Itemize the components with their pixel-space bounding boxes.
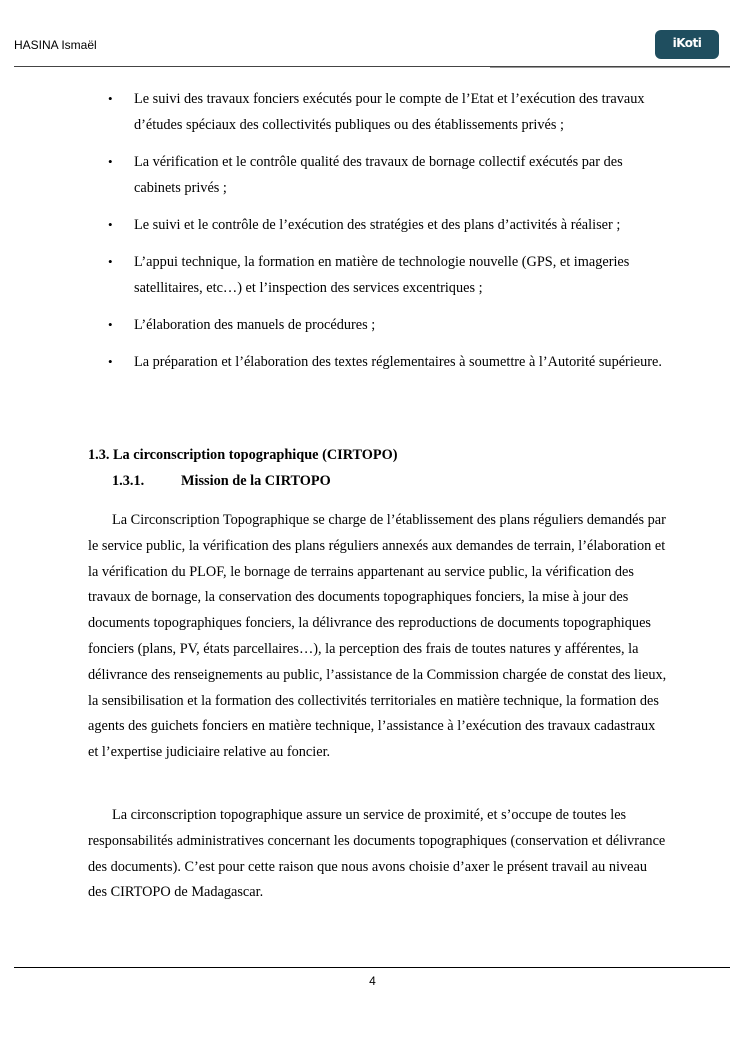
page-number: 4 (369, 974, 376, 988)
logo-text: iKoti (672, 36, 702, 50)
subsection-number: 1.3.1. (112, 473, 145, 489)
list-item (88, 349, 664, 375)
header-divider-shadow (490, 67, 730, 68)
bullet-icon: • (108, 217, 113, 232)
subsection-title: Mission de la CIRTOPO (181, 473, 331, 489)
header-author: HASINA Ismaël (14, 38, 97, 52)
bullet-icon: • (108, 254, 113, 269)
footer-divider (14, 967, 730, 968)
list-item-text: Le suivi et le contrôle de l’exécution des stratégies et des plans d’activités à réaliser ; (134, 217, 621, 233)
list-item-text: L’élaboration des manuels de procédures ; (134, 317, 376, 333)
list-item-text: La préparation et l’élaboration des textes réglementaires à soumettre à l’Autorité supérieure. (134, 354, 662, 370)
body-paragraph: La circonscription topographique assure un service de proximité, et s’occupe de toutes les responsabilités administratives concernant les documents topographiques (conservation et délivrance des documents). C’est pour cette raison que nous avons choisie d’axer le présent travail au niveau des CIRTOPO de Madagascar. (88, 807, 666, 901)
section-heading: 1.3. La circonscription topographique (CIRTOPO) (88, 447, 398, 463)
bullet-icon: • (108, 354, 113, 369)
logo (655, 30, 719, 59)
list-item (88, 312, 664, 338)
list-item-text: Le suivi des travaux fonciers exécutés pour le compte de l’Etat et l’exécution des travaux d’études spéciaux des collectivités publiques ou des établissements privés ; (134, 91, 645, 133)
list-item-text: L’appui technique, la formation en matière de technologie nouvelle (GPS, et imageries satellitaires, etc…) et l’inspection des services excentriques ; (134, 254, 630, 296)
bullet-list (88, 86, 664, 386)
list-item (88, 86, 664, 138)
bullet-icon: • (108, 91, 113, 106)
bullet-icon: • (108, 317, 113, 332)
list-item-text: La vérification et le contrôle qualité des travaux de bornage collectif exécutés par des cabinets privés ; (134, 154, 623, 196)
subsection-heading (112, 473, 331, 490)
list-item (88, 149, 664, 201)
list-item (88, 212, 664, 238)
body-paragraph: La Circonscription Topographique se charge de l’établissement des plans réguliers demandés par le service public, la vérification des plans réguliers annexés aux demandes de terrain, l’élaboration et la vérification du PLOF, le bornage de terrains appartenant au service public, la vérification des travaux de bornage, la conservation des documents topographiques fonciers, la mise à jour des documents topographiques fonciers, la délivrance des reproductions de documents topographiques fonciers (plans, PV, états parcellaires…), la perception des frais de toutes natures y afférentes, la délivrance des renseignements au public, l’assistance de la Commission chargée de constat des lieux, la sensibilisation et la formation des collectivités territoriales en matière technique, la formation des agents des guichets fonciers en matière technique, l’assistance à l’exécution des travaux cadastraux et l’expertise judiciaire relative au foncier. (88, 512, 667, 761)
list-item (88, 249, 664, 301)
bullet-icon: • (108, 154, 113, 169)
